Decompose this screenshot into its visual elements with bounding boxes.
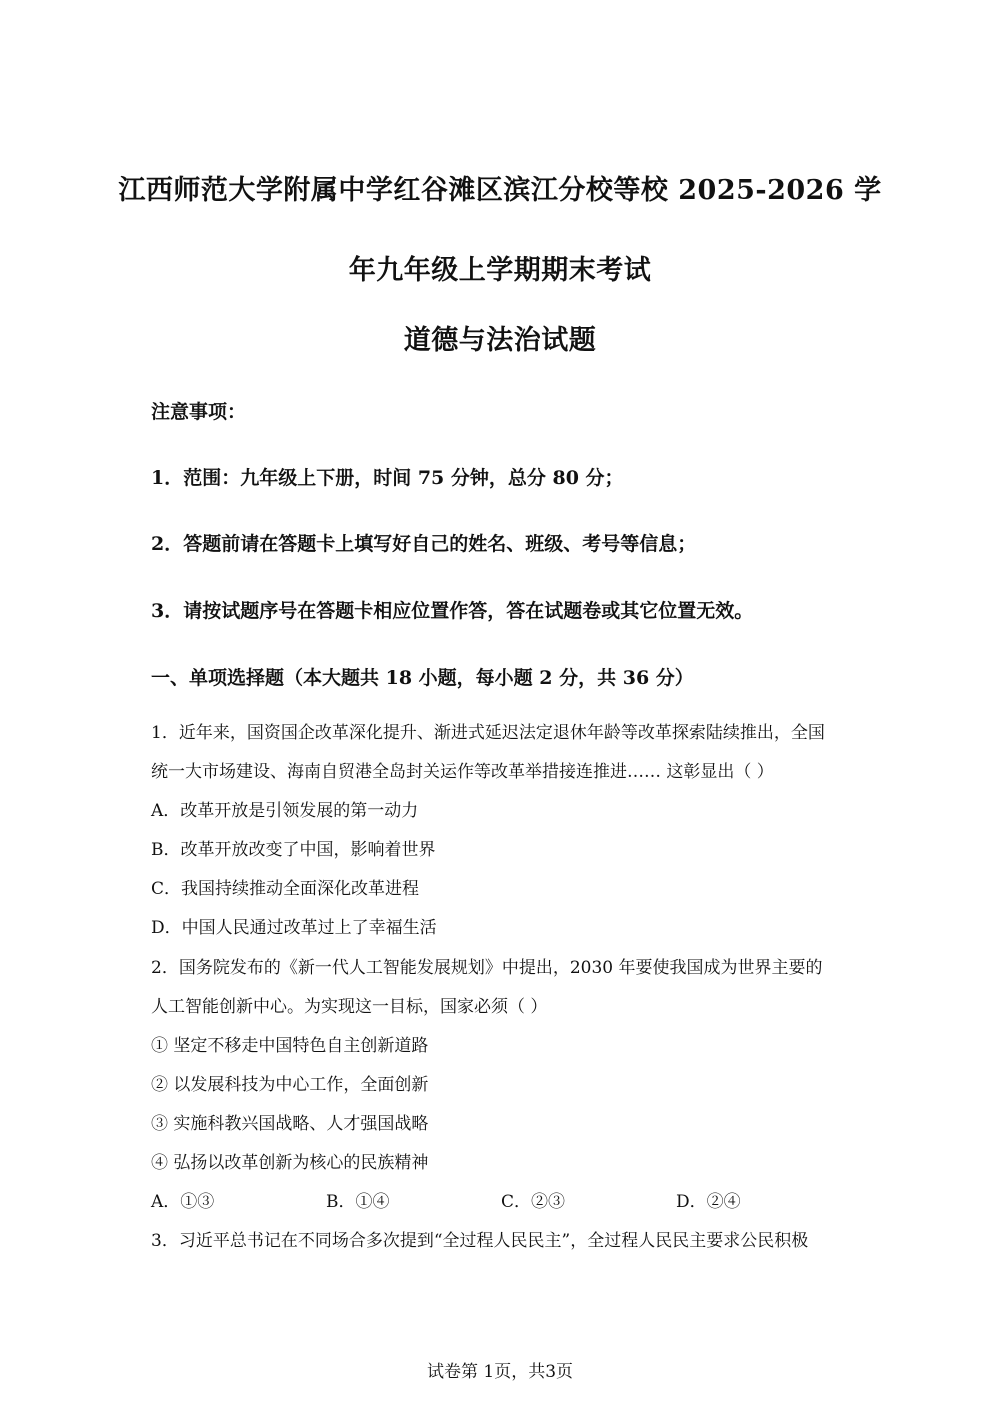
question-2-option-d: D．②④ bbox=[676, 1192, 741, 1212]
question-1-stem: 统一大市场建设、海南自贸港全岛封关运作等改革举措接连推进…… 这彰显出（ ） bbox=[151, 762, 774, 782]
question-1-option-a: A．改革开放是引领发展的第一动力 bbox=[151, 801, 419, 821]
question-2-stem: 2．国务院发布的《新一代人工智能发展规划》中提出，2030 年要使我国成为世界主要的 bbox=[151, 958, 823, 978]
question-1-option-d: D．中国人民通过改革过上了幸福生活 bbox=[151, 918, 437, 938]
notice-heading: 注意事项： bbox=[151, 401, 247, 423]
section-title: 一、单项选择题（本大题共 18 小题，每小题 2 分，共 36 分） bbox=[151, 667, 694, 689]
notice-item: 2．答题前请在答题卡上填写好自己的姓名、班级、考号等信息； bbox=[151, 533, 697, 555]
question-2-option-a: A．①③ bbox=[151, 1192, 215, 1212]
notice-item: 1．范围：九年级上下册，时间 75 分钟，总分 80 分； bbox=[151, 467, 624, 489]
exam-title-line-1: 江西师范大学附属中学红谷滩区滨江分校等校 2025-2026 学 bbox=[118, 175, 882, 206]
exam-subject-title: 道德与法治试题 bbox=[403, 325, 597, 356]
question-2-stem: 人工智能创新中心。为实现这一目标，国家必须（ ） bbox=[151, 997, 548, 1017]
exam-title-line-2: 年九年级上学期期末考试 bbox=[348, 255, 652, 286]
question-2-statement: ① 坚定不移走中国特色自主创新道路 bbox=[151, 1036, 429, 1056]
question-1-option-c: C．我国持续推动全面深化改革进程 bbox=[151, 879, 420, 899]
question-1-option-b: B．改革开放改变了中国，影响着世界 bbox=[151, 840, 436, 860]
question-2-statement: ② 以发展科技为中心工作，全面创新 bbox=[151, 1075, 429, 1095]
question-3-stem: 3．习近平总书记在不同场合多次提到“全过程人民民主”，全过程人民民主要求公民积极 bbox=[151, 1231, 809, 1251]
notice-item: 3．请按试题序号在答题卡相应位置作答，答在试题卷或其它位置无效。 bbox=[151, 600, 754, 622]
question-2-option-c: C．②③ bbox=[501, 1192, 566, 1212]
page-footer: 试卷第 1页，共3页 bbox=[426, 1362, 574, 1382]
question-2-statement: ④ 弘扬以改革创新为核心的民族精神 bbox=[151, 1153, 429, 1173]
question-1-stem: 1．近年来，国资国企改革深化提升、渐进式延迟法定退休年龄等改革探索陆续推出，全国 bbox=[151, 723, 825, 743]
question-2-statement: ③ 实施科教兴国战略、人才强国战略 bbox=[151, 1114, 429, 1134]
question-2-option-b: B．①④ bbox=[326, 1192, 390, 1212]
